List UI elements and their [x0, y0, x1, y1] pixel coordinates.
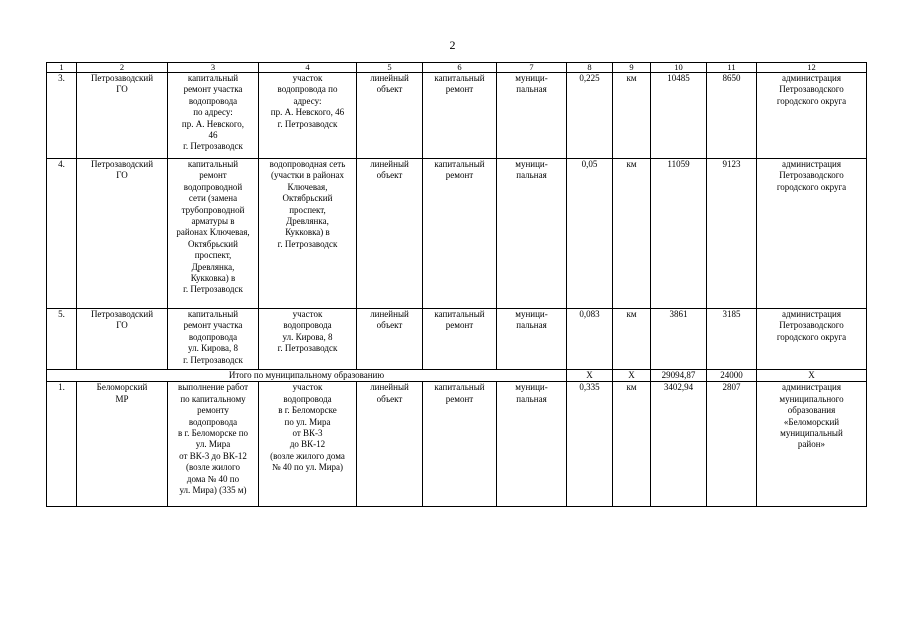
- col-header: 10: [651, 63, 707, 73]
- kind-cell: капитальный ремонт: [423, 309, 497, 370]
- quantity-cell: 0,335: [567, 382, 613, 507]
- col-header: 2: [77, 63, 168, 73]
- col-header: 8: [567, 63, 613, 73]
- budget-cell: 9123: [707, 159, 757, 309]
- total-quantity: Х: [567, 370, 613, 382]
- col-header: 5: [357, 63, 423, 73]
- object-cell: водопроводная сеть (участки в районах Ключевая, Октябрьский проспект, Древлянка, Кукковка) в г. Петрозаводск: [259, 159, 357, 309]
- col-header: 1: [47, 63, 77, 73]
- col-header: 7: [497, 63, 567, 73]
- unit-cell: км: [613, 309, 651, 370]
- type-cell: линейный объект: [357, 159, 423, 309]
- work-cell: капитальный ремонт участка водопровода ул. Кирова, 8 г. Петрозаводск: [168, 309, 259, 370]
- quantity-cell: 0,225: [567, 73, 613, 159]
- unit-cell: км: [613, 382, 651, 507]
- row-number: 4.: [47, 159, 77, 309]
- col-header: 4: [259, 63, 357, 73]
- territory-cell: Беломорский МР: [77, 382, 168, 507]
- object-cell: участок водопровода по адресу: пр. А. Невского, 46 г. Петрозаводск: [259, 73, 357, 159]
- col-header: 3: [168, 63, 259, 73]
- customer-cell: администрация муниципального образования «Беломорский муниципальный район»: [757, 382, 867, 507]
- total-unit: Х: [613, 370, 651, 382]
- unit-cell: км: [613, 159, 651, 309]
- quantity-cell: 0,083: [567, 309, 613, 370]
- object-cell: участок водопровода в г. Беломорске по ул. Мира от ВК-3 до ВК-12 (возле жилого дома № 40 по ул. Мира): [259, 382, 357, 507]
- total-row: [47, 370, 867, 382]
- total-label: Итого по муниципальному образованию: [47, 370, 567, 382]
- cost-cell: 11059: [651, 159, 707, 309]
- cost-cell: 3402,94: [651, 382, 707, 507]
- kind-cell: капитальный ремонт: [423, 73, 497, 159]
- unit-cell: км: [613, 73, 651, 159]
- col-header: 12: [757, 63, 867, 73]
- ownership-cell: муници- пальная: [497, 382, 567, 507]
- territory-cell: Петрозаводский ГО: [77, 159, 168, 309]
- col-header: 6: [423, 63, 497, 73]
- object-cell: участок водопровода ул. Кирова, 8 г. Петрозаводск: [259, 309, 357, 370]
- total-budget: 24000: [707, 370, 757, 382]
- col-header: 11: [707, 63, 757, 73]
- ownership-cell: муници- пальная: [497, 309, 567, 370]
- budget-cell: 8650: [707, 73, 757, 159]
- kind-cell: капитальный ремонт: [423, 382, 497, 507]
- territory-cell: Петрозаводский ГО: [77, 73, 168, 159]
- cost-cell: 10485: [651, 73, 707, 159]
- customer-cell: администрация Петрозаводского городского округа: [757, 73, 867, 159]
- page-number: 2: [449, 38, 456, 52]
- table-row: [47, 73, 867, 159]
- customer-cell: администрация Петрозаводского городского округа: [757, 309, 867, 370]
- territory-cell: Петрозаводский ГО: [77, 309, 168, 370]
- total-customer: Х: [757, 370, 867, 382]
- table-row: [47, 159, 867, 309]
- row-number: 1.: [47, 382, 77, 507]
- table-row: [47, 309, 867, 370]
- ownership-cell: муници- пальная: [497, 73, 567, 159]
- cost-cell: 3861: [651, 309, 707, 370]
- quantity-cell: 0,05: [567, 159, 613, 309]
- works-table: [46, 62, 867, 507]
- type-cell: линейный объект: [357, 382, 423, 507]
- col-header: 9: [613, 63, 651, 73]
- budget-cell: 2807: [707, 382, 757, 507]
- work-cell: выполнение работ по капитальному ремонту водопровода в г. Беломорске по ул. Мира от ВК-3 до ВК-12 (возле жилого дома № 40 по ул. Мира) (335 м): [168, 382, 259, 507]
- work-cell: капитальный ремонт водопроводной сети (замена трубопроводной арматуры в районах Ключевая, Октябрьский проспект, Древлянка, Кукковка) в г. Петрозаводск: [168, 159, 259, 309]
- budget-cell: 3185: [707, 309, 757, 370]
- kind-cell: капитальный ремонт: [423, 159, 497, 309]
- work-cell: капитальный ремонт участка водопровода по адресу: пр. А. Невского, 46 г. Петрозаводск: [168, 73, 259, 159]
- row-number: 5.: [47, 309, 77, 370]
- total-cost: 29094,87: [651, 370, 707, 382]
- type-cell: линейный объект: [357, 73, 423, 159]
- ownership-cell: муници- пальная: [497, 159, 567, 309]
- type-cell: линейный объект: [357, 309, 423, 370]
- table-row: [47, 382, 867, 507]
- column-number-row: [47, 63, 867, 73]
- row-number: 3.: [47, 73, 77, 159]
- customer-cell: администрация Петрозаводского городского округа: [757, 159, 867, 309]
